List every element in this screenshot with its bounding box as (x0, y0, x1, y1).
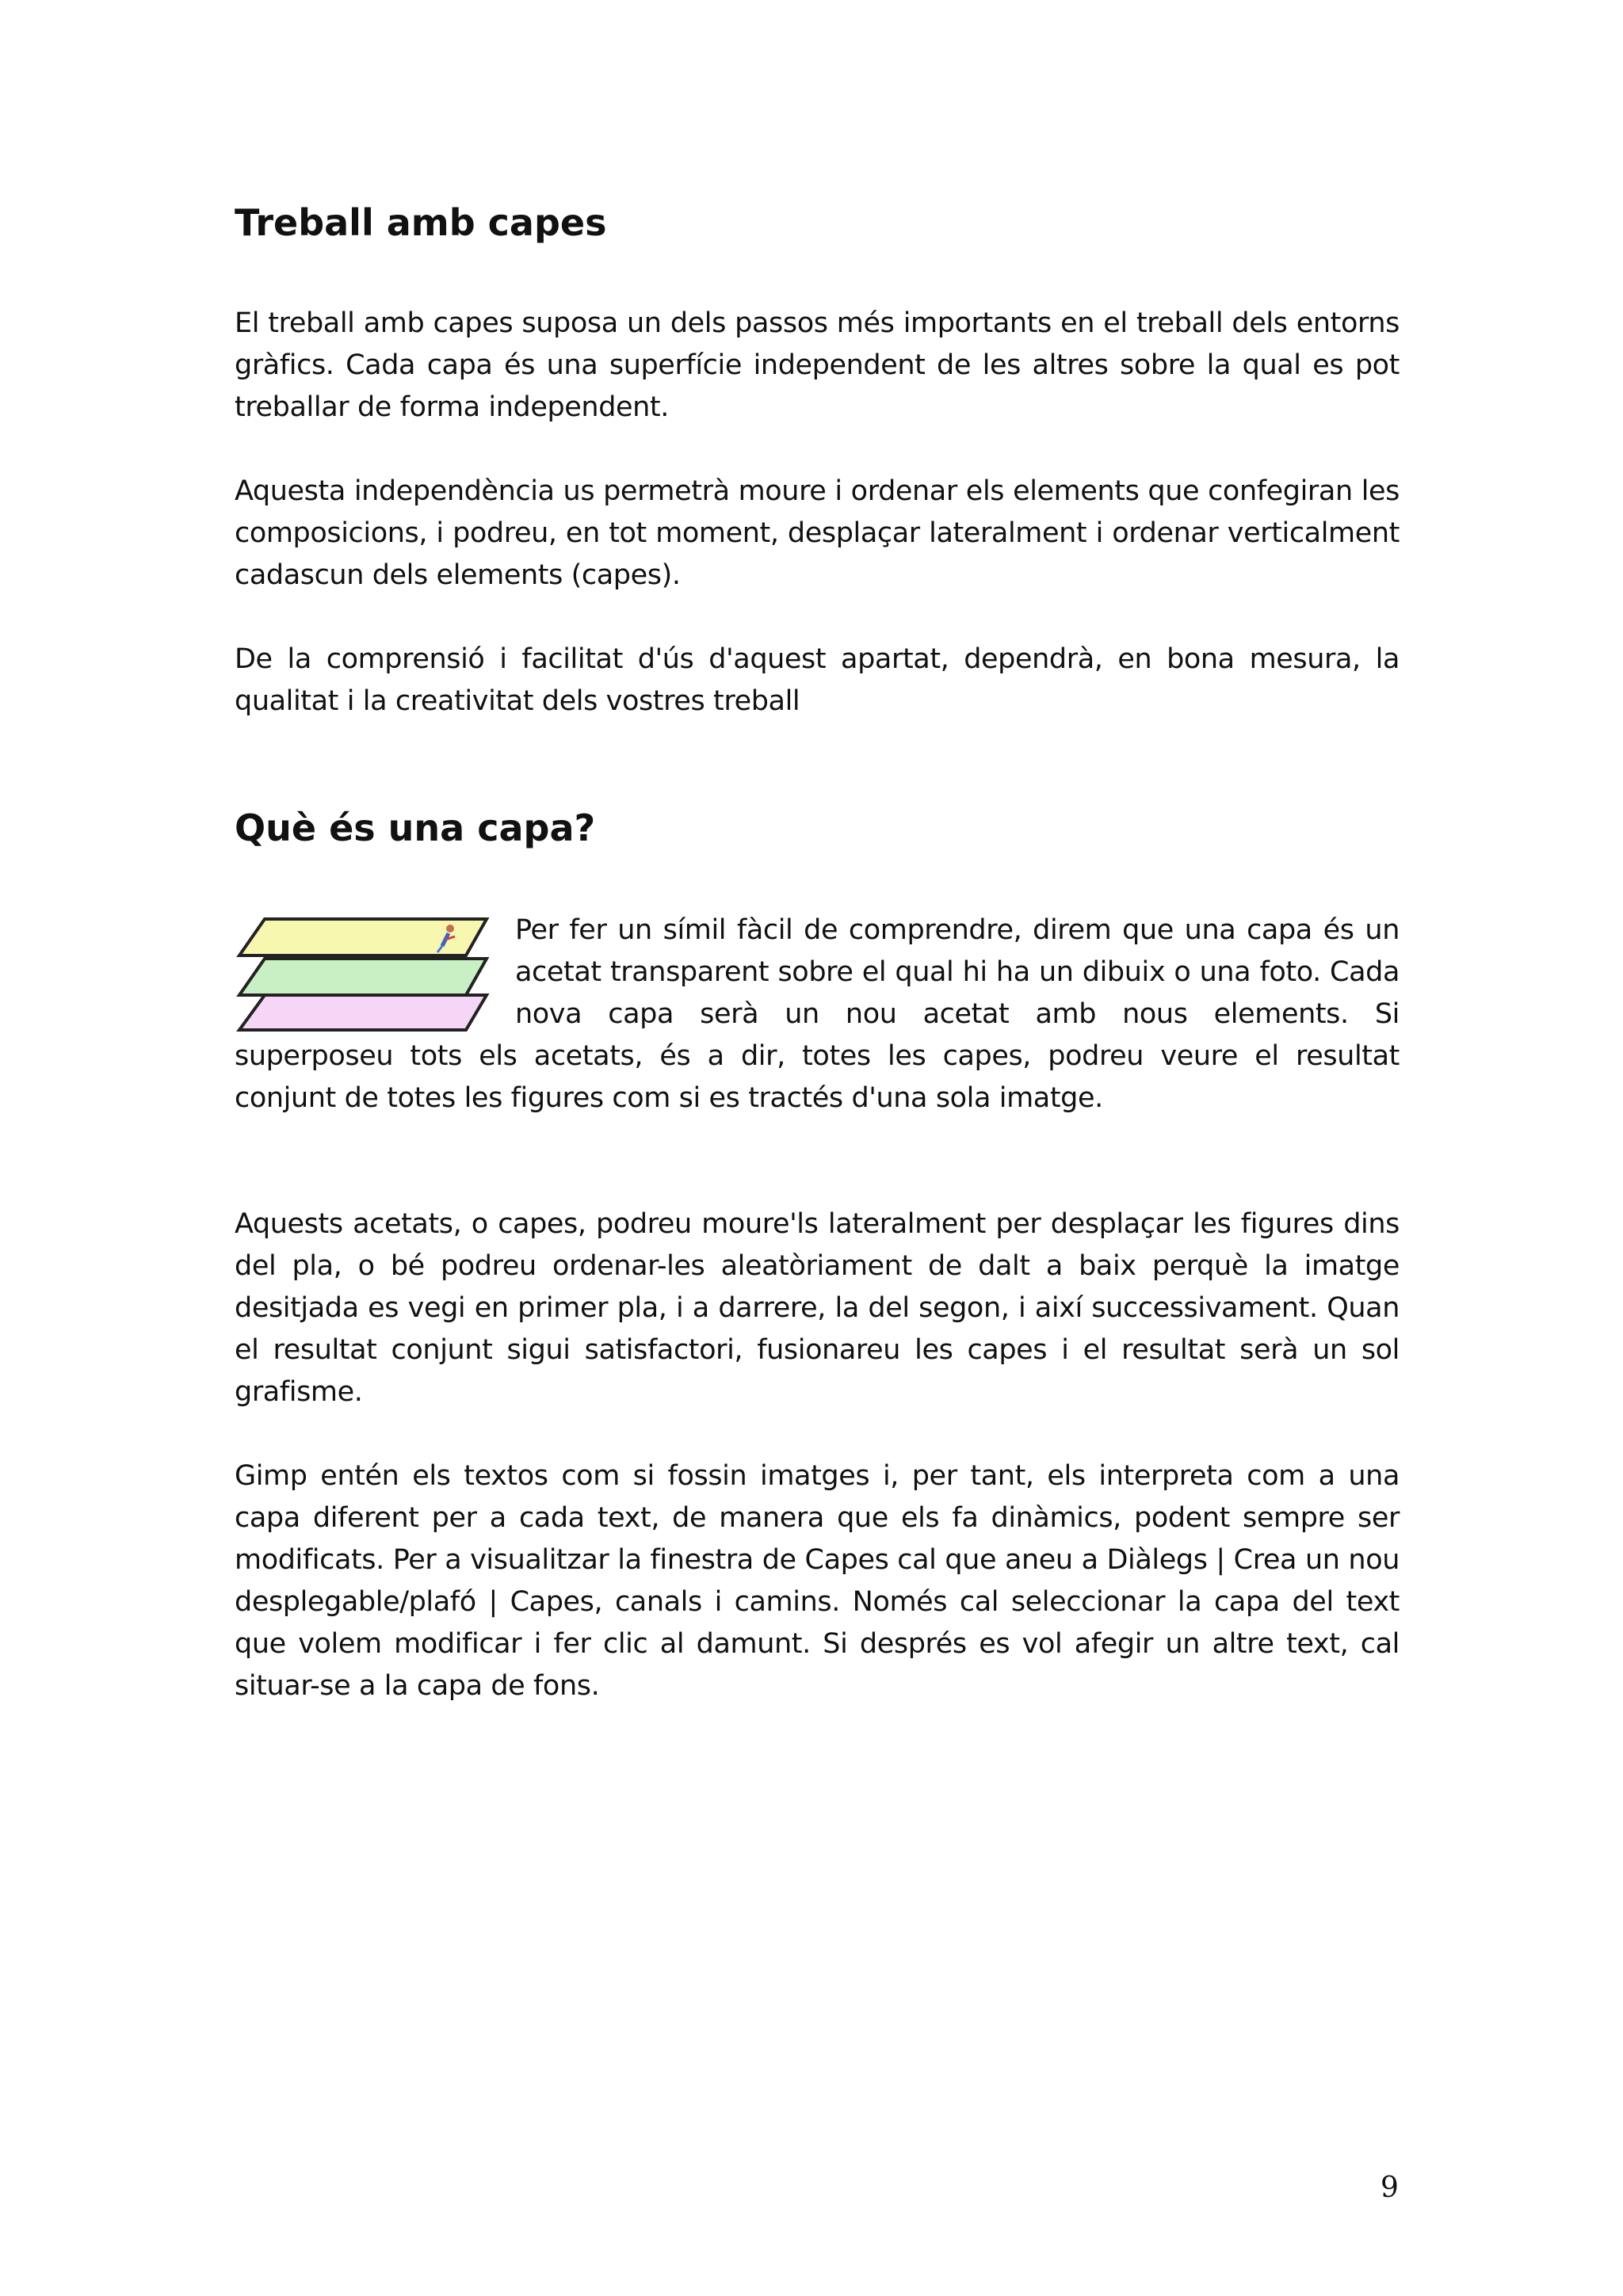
layers-icon (235, 910, 502, 1035)
page-number: 9 (1381, 2172, 1399, 2204)
bottom-layer (239, 995, 487, 1030)
paragraph: De la comprensió i facilitat d'ús d'aquest apartat, dependrà, en bona mesura, la qualitat i la creativitat dels vostres treball (235, 643, 1400, 717)
paragraph: Aquests acetats, o capes, podreu moure'ls lateralment per desplaçar les figures dins del pla, o bé podreu ordenar-les aleatòriament de dalt a baix perquè la imatge desitjada es vegi en primer pla, i a darrere, la del segon, i així successivament. Quan el resultat conjunt sigui satisfactori, fusionareu les capes i el resultat serà un sol grafisme. (235, 1208, 1400, 1408)
paragraph-text: Per fer un símil fàcil de comprendre, direm que una capa és un acetat transparent sobre el qual hi ha un dibuix o una foto. Cada nova capa serà un nou acetat amb nous elements. Si superposeu tots els acetats, és a dir, totes les capes, podreu veure el resultat conjunt de totes les figures com si es tractés d'una sola imatge. (235, 914, 1400, 1114)
middle-layer (239, 959, 487, 995)
paragraph-with-illustration (235, 910, 1400, 1119)
paragraph: Gimp entén els textos com si fossin imatges i, per tant, els interpreta com a una capa diferent per a cada text, de manera que els fa dinàmics, podent sempre ser modificats. Per a visualitzar la finestra de Capes cal que aneu a Diàlegs | Crea un nou desplegable/plafó | Capes, canals i camins. Només cal seleccionar la capa del text que volem modificar i fer clic al damunt. Si després es vol afegir un altre text, cal situar-se a la capa de fons. (235, 1460, 1400, 1702)
section-title: Què és una capa? (235, 807, 596, 849)
paragraph: El treball amb capes suposa un dels passos més importants en el treball dels entorns gràfics. Cada capa és una superfície independent de les altres sobre la qual es pot treballar de forma independent. (235, 307, 1400, 423)
paragraph: Aquesta independència us permetrà moure i ordenar els elements que confegiran les composicions, i podreu, en tot moment, desplaçar lateralment i ordenar verticalment cadascun dels elements (capes). (235, 475, 1400, 591)
section-title: Treball amb capes (235, 201, 607, 244)
